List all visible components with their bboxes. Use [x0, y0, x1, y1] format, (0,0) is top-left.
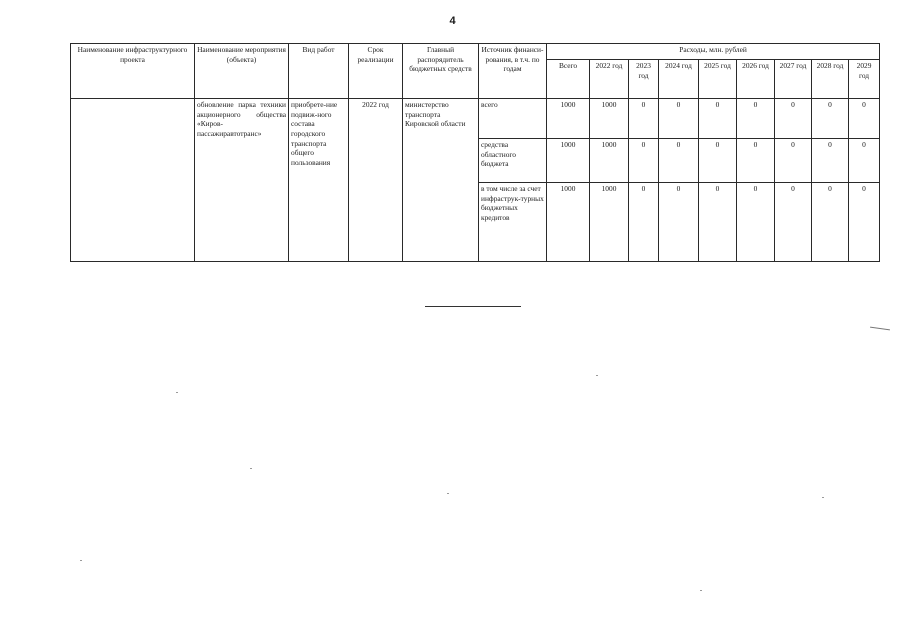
header-year: 2022 год: [590, 60, 629, 99]
header-expenses: Расходы, млн. рублей: [547, 44, 880, 60]
cell-year-value: 0: [699, 183, 737, 262]
cell-year-value: 1000: [590, 183, 629, 262]
scan-speck: [176, 392, 178, 393]
scan-speck: [700, 590, 702, 591]
cell-year-value: 0: [629, 139, 659, 183]
cell-year-value: 0: [699, 99, 737, 139]
cell-period: 2022 год: [349, 99, 403, 262]
cell-year-value: 1000: [590, 139, 629, 183]
cell-year-value: 0: [659, 139, 699, 183]
scan-speck: [250, 468, 252, 469]
header-year: 2026 год: [737, 60, 775, 99]
cell-year-value: 0: [737, 139, 775, 183]
cell-year-value: 0: [737, 183, 775, 262]
header-work-type: Вид работ: [289, 44, 349, 99]
header-year: 2025 год: [699, 60, 737, 99]
cell-manager: министерство транспорта Кировской области: [403, 99, 479, 262]
cell-year-value: 0: [812, 139, 849, 183]
scan-speck: [447, 493, 449, 494]
table-header-row: [71, 44, 880, 60]
cell-total: 1000: [547, 183, 590, 262]
cell-year-value: 0: [812, 183, 849, 262]
cell-total: 1000: [547, 99, 590, 139]
header-manager: Главный распорядитель бюджетных средств: [403, 44, 479, 99]
header-year: 2023 год: [629, 60, 659, 99]
header-source: Источник финанси-рования, в т.ч. по годам: [479, 44, 547, 99]
cell-year-value: 0: [812, 99, 849, 139]
scan-speck: [870, 327, 890, 331]
cell-year-value: 0: [775, 139, 812, 183]
scan-speck: [80, 560, 82, 561]
page-number: 4: [449, 15, 456, 27]
header-year: 2028 год: [812, 60, 849, 99]
cell-work-type: приобрете-ние подвиж-ного состава городского транспорта общего пользования: [289, 99, 349, 262]
header-activity: Наименование мероприятия (объекта): [195, 44, 289, 99]
cell-year-value: 0: [699, 139, 737, 183]
cell-year-value: 0: [775, 183, 812, 262]
cell-year-value: 0: [737, 99, 775, 139]
cell-year-value: 0: [849, 183, 880, 262]
scan-speck: [596, 375, 598, 376]
separator-line: [425, 306, 521, 307]
cell-year-value: 0: [849, 139, 880, 183]
header-year: 2027 год: [775, 60, 812, 99]
cell-year-value: 0: [629, 99, 659, 139]
cell-source: средства областного бюджета: [479, 139, 547, 183]
cell-year-value: 1000: [590, 99, 629, 139]
cell-year-value: 0: [629, 183, 659, 262]
scan-speck: [822, 497, 824, 498]
header-period: Срок реализации: [349, 44, 403, 99]
cell-source: всего: [479, 99, 547, 139]
cell-total: 1000: [547, 139, 590, 183]
header-year: 2029 год: [849, 60, 880, 99]
cell-source: в том числе за счет инфраструк-турных бюджетных кредитов: [479, 183, 547, 262]
header-project: Наименование инфраструктурного проекта: [71, 44, 195, 99]
cell-year-value: 0: [659, 183, 699, 262]
infrastructure-budget-table: [70, 43, 880, 262]
cell-year-value: 0: [659, 99, 699, 139]
header-total: Всего: [547, 60, 590, 99]
cell-year-value: 0: [849, 99, 880, 139]
header-year: 2024 год: [659, 60, 699, 99]
table-row: [71, 99, 880, 139]
cell-year-value: 0: [775, 99, 812, 139]
cell-activity: обновление парка техники акционерного общества «Киров-пассажиравтотранс»: [195, 99, 289, 262]
cell-project: [71, 99, 195, 262]
